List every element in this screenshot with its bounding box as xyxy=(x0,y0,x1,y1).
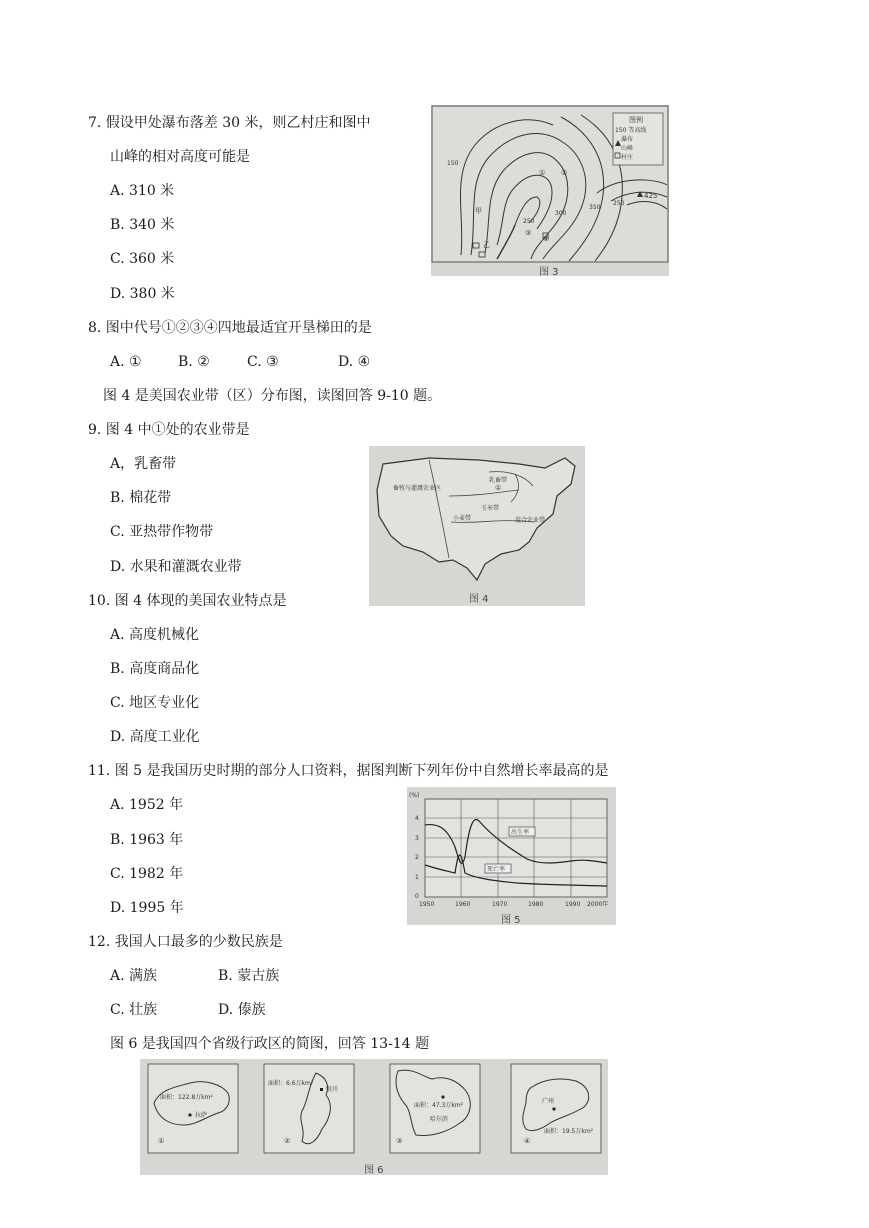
q11-option-a: A. 1952 年 xyxy=(110,797,184,813)
fig3-contour-label-3: 300 xyxy=(555,210,567,217)
fig4-label-ranching: 畜牧与灌溉农业区 xyxy=(393,485,442,492)
fig5-xtick-1960: 1960 xyxy=(455,901,471,908)
fig5-birth-label: 出生率 xyxy=(511,829,530,836)
fig6-panel4-city: 广州 xyxy=(542,1098,555,1105)
fig5-ytick-3: 3 xyxy=(415,835,419,842)
harbin-city-icon xyxy=(441,1095,444,1098)
q8-stem: 8. 图中代号①②③④四地最适宜开垦梯田的是 xyxy=(88,320,372,336)
fig5-xtick-1970: 1970 xyxy=(492,901,508,908)
fig5-xtick-1950: 1950 xyxy=(419,901,435,908)
q10-stem: 10. 图 4 体现的美国农业特点是 xyxy=(88,593,287,609)
fig6-panel3-city: 哈尔滨 xyxy=(430,1116,449,1123)
intro-9-10: 图 4 是美国农业带（区）分布图，读图回答 9-10 题。 xyxy=(103,388,442,404)
q12-option-d: D. 傣族 xyxy=(218,1002,266,1018)
fig6-panel1-area: 面积：122.8万km² xyxy=(160,1094,213,1101)
q7-option-d: D. 380 米 xyxy=(110,286,175,302)
fig5-ytick-4: 4 xyxy=(415,815,419,822)
fig6-panel3-area: 面积：47.3万km² xyxy=(414,1102,464,1109)
q9-option-d: D. 水果和灌溉农业带 xyxy=(110,559,242,575)
fig6-panel4-area: 面积：19.5万km² xyxy=(544,1128,594,1135)
fig3-label-jia: 甲 xyxy=(475,207,482,215)
q8-option-d: D. ④ xyxy=(338,354,371,370)
fig5-death-label: 死亡率 xyxy=(487,866,506,873)
q11-stem: 11. 图 5 是我国历史时期的部分人口资料，据图判断下列年份中自然增长率最高的是 xyxy=(88,763,609,779)
q8-option-b: B. ② xyxy=(178,354,210,370)
q7-stem: 7. 假设甲处瀑布落差 30 米，则乙村庄和图中 xyxy=(88,115,371,131)
fig5-unit: (%) xyxy=(409,792,420,799)
q10-option-b: B. 高度商品化 xyxy=(110,661,200,677)
fig5-ytick-2: 2 xyxy=(415,854,419,861)
fig3-legend-waterfall: 瀑布 xyxy=(621,136,634,143)
fig5-xtick-1990: 1990 xyxy=(565,901,581,908)
q8-option-c: C. ③ xyxy=(247,354,279,370)
q11-option-d: D. 1995 年 xyxy=(110,900,184,916)
fig3-contour-label-2: 250 xyxy=(523,218,535,225)
fig5-ytick-0: 0 xyxy=(415,893,419,900)
fig6-panel1-city: 拉萨 xyxy=(195,1112,208,1119)
q12-option-b: B. 蒙古族 xyxy=(218,968,280,984)
figure-5-population-chart xyxy=(407,787,616,925)
fig5-ytick-1: 1 xyxy=(415,874,419,881)
fig3-legend-peak: 山峰 xyxy=(621,145,634,152)
fig6-panel2-area: 面积：6.6万km² xyxy=(268,1080,314,1087)
fig4-label-circle1: ① xyxy=(495,484,502,492)
q10-option-a: A. 高度机械化 xyxy=(110,627,200,643)
q7-stem-continued: 山峰的相对高度可能是 xyxy=(110,149,250,165)
fig3-legend-contour: 150 等高线 xyxy=(615,127,647,134)
fig3-contour-label-4: 350 xyxy=(589,204,601,211)
lhasa-city-icon xyxy=(188,1113,191,1116)
figure-6-provinces xyxy=(140,1059,608,1175)
q10-option-d: D. 高度工业化 xyxy=(110,729,200,745)
fig3-label-3: ③ xyxy=(525,229,532,237)
fig6-panel2-city: 银川 xyxy=(326,1086,339,1093)
q12-option-c: C. 壮族 xyxy=(110,1002,158,1018)
fig4-label-dairy: 乳畜带 xyxy=(489,477,508,484)
q12-stem: 12. 我国人口最多的少数民族是 xyxy=(88,934,283,950)
fig3-label-4: ④ xyxy=(543,235,550,243)
figure-3-caption: 图 3 xyxy=(539,267,559,278)
fig4-label-corn: 玉米带 xyxy=(481,505,500,512)
fig3-legend-title: 图例 xyxy=(629,116,643,124)
yinchuan-city-icon xyxy=(320,1088,323,1091)
fig6-panel1-num: ① xyxy=(158,1137,165,1145)
fig3-contour-label-5: 250 xyxy=(613,200,625,207)
q9-stem: 9. 图 4 中①处的农业带是 xyxy=(88,422,250,438)
fig6-panel2-num: ② xyxy=(284,1137,291,1145)
fig3-label-1: ① xyxy=(539,169,546,177)
figure-5-caption: 图 5 xyxy=(501,915,521,926)
intro-13-14: 图 6 是我国四个省级行政区的简图，回答 13-14 题 xyxy=(110,1036,430,1052)
q8-option-a: A. ① xyxy=(110,354,142,370)
q7-option-b: B. 340 米 xyxy=(110,217,175,233)
fig3-label-yi: 乙 xyxy=(483,241,490,249)
fig3-contour-label-1: 150 xyxy=(447,160,459,167)
fig6-panel4-num: ④ xyxy=(524,1137,531,1145)
figure-4-caption: 图 4 xyxy=(469,594,489,605)
q12-option-a: A. 满族 xyxy=(110,968,158,984)
q9-option-c: C. 亚热带作物带 xyxy=(110,524,214,540)
q9-option-b: B. 棉花带 xyxy=(110,490,172,506)
figure-6-caption: 图 6 xyxy=(364,1165,384,1176)
fig6-panel3-num: ③ xyxy=(396,1137,403,1145)
figure-3-contour-map xyxy=(431,105,669,276)
guangzhou-city-icon xyxy=(552,1107,555,1110)
fig3-peak-elevation: 425 xyxy=(644,192,658,200)
q11-option-c: C. 1982 年 xyxy=(110,866,184,882)
q7-option-a: A. 310 米 xyxy=(110,183,175,199)
fig4-label-mixed: 混合农业带 xyxy=(515,517,546,524)
q11-option-b: B. 1963 年 xyxy=(110,832,184,848)
fig4-label-wheat: 小麦带 xyxy=(453,515,472,522)
fig3-legend-village: 村庄 xyxy=(621,154,634,161)
fig3-label-2: ② xyxy=(561,169,568,177)
fig5-xtick-1980: 1980 xyxy=(528,901,544,908)
fig5-xtick-2000: 2000年 xyxy=(587,901,609,908)
figure-4-us-agriculture-map xyxy=(369,446,585,606)
q9-option-a: A，乳畜带 xyxy=(110,456,177,472)
q10-option-c: C. 地区专业化 xyxy=(110,695,200,711)
q7-option-c: C. 360 米 xyxy=(110,251,175,267)
